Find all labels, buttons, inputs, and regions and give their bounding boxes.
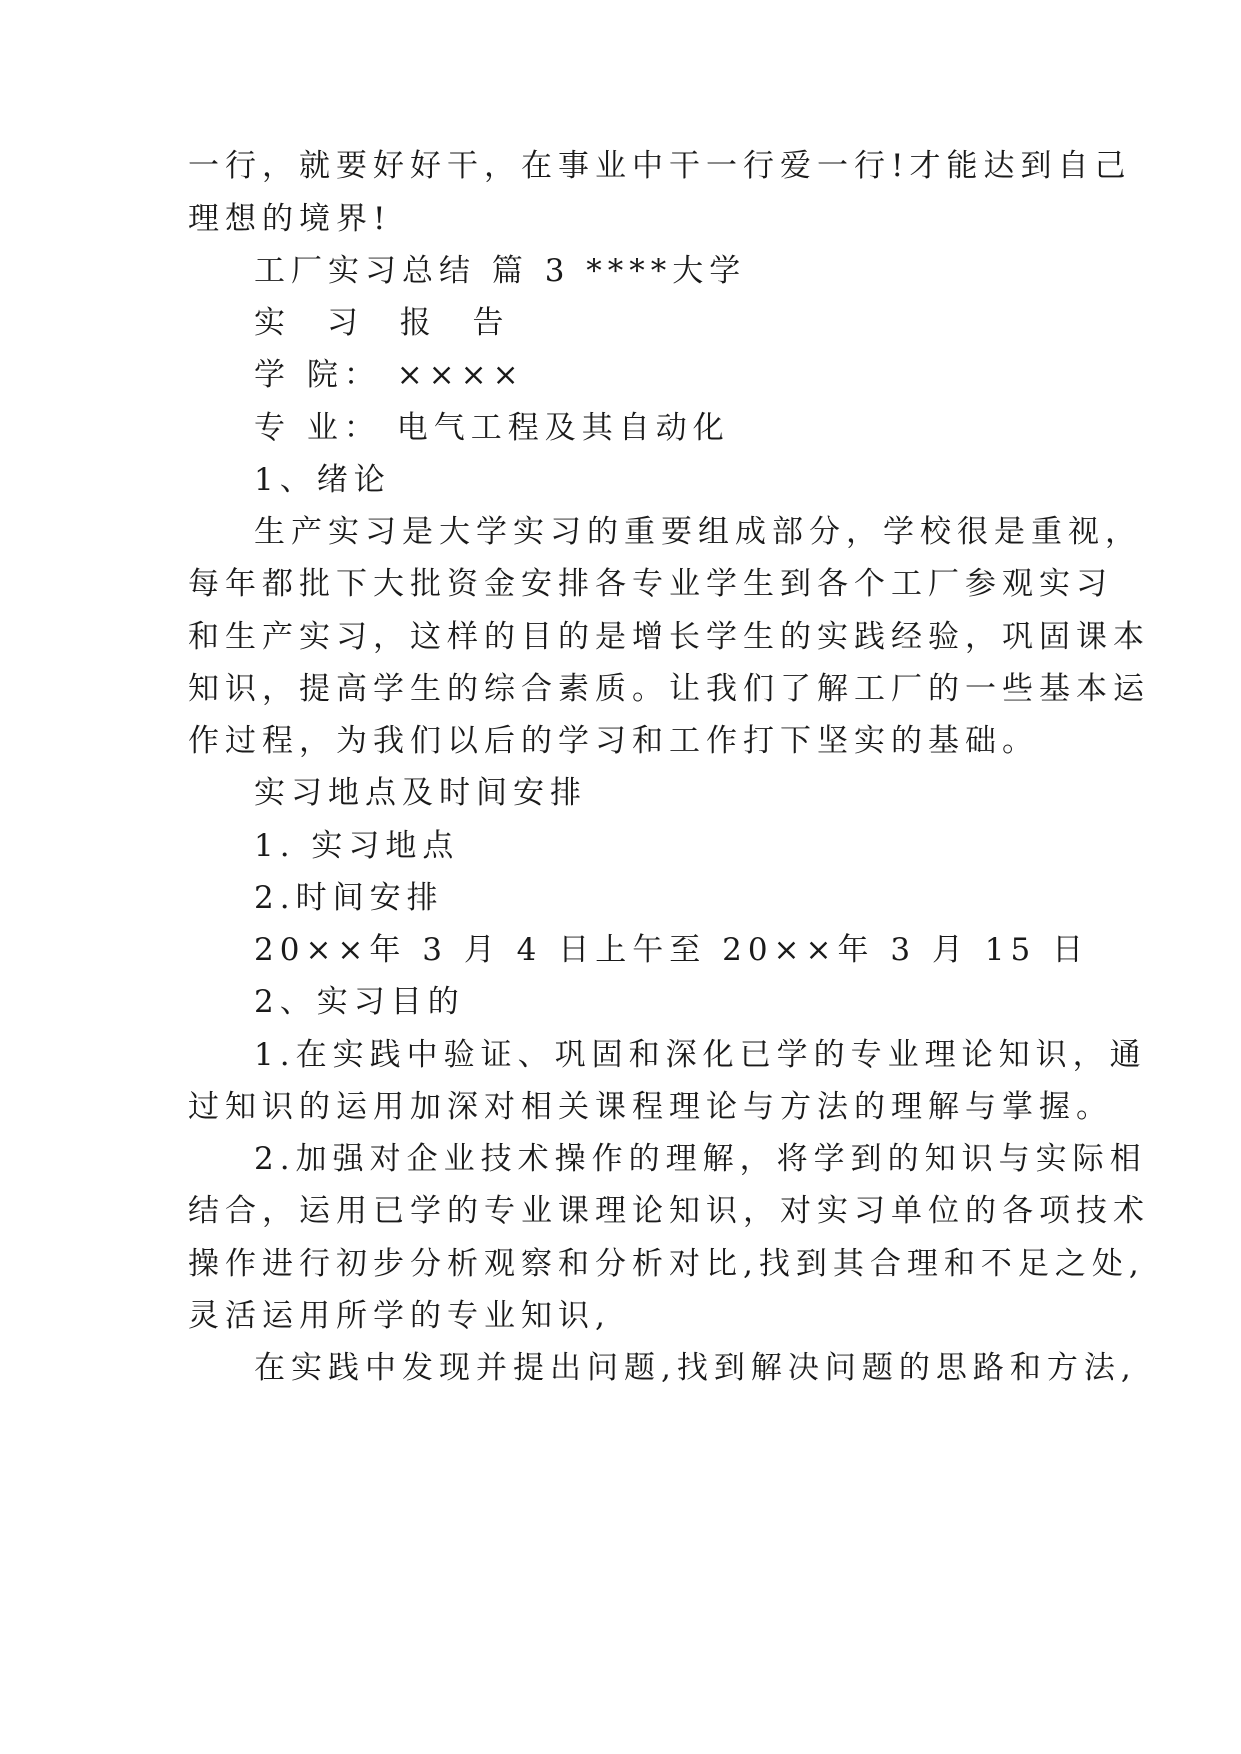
text-line: 1.在实践中验证、巩固和深化已学的专业理论知识，通 [254,1037,1147,1073]
college-field: 学 院： ×××× [254,357,525,393]
text-line: 知识，提高学生的综合素质。让我们了解工厂的一些基本运 [188,671,1150,707]
heading-location: 1. 实习地点 [254,828,460,864]
text-line: 一行，就要好好干，在事业中干一行爱一行!才能达到自己 [188,148,1132,184]
text-line: 灵活运用所学的专业知识, [188,1298,611,1334]
text-line: 2.加强对企业技术操作的理解，将学到的知识与实际相 [254,1141,1147,1177]
report-title: 实 习 报 告 [254,305,520,341]
heading-purpose: 2、实习目的 [254,984,465,1020]
text-line: 过知识的运用加深对相关课程理论与方法的理解与掌握。 [188,1089,1113,1125]
section-heading: 工厂实习总结 篇 3 ****大学 [254,253,747,289]
text-line: 作过程，为我们以后的学习和工作打下坚实的基础。 [188,723,1039,759]
text-line: 结合，运用已学的专业课理论知识，对实习单位的各项技术 [188,1193,1150,1229]
text-line: 生产实习是大学实习的重要组成部分，学校很是重视， [254,514,1142,550]
text-line: 理想的境界! [188,201,392,237]
major-field: 专 业： 电气工程及其自动化 [254,410,730,446]
text-line: 在实践中发现并提出问题,找到解决问题的思路和方法, [254,1350,1137,1386]
text-line: 每年都批下大批资金安排各专业学生到各个工厂参观实习 [188,566,1113,602]
heading-location-time: 实习地点及时间安排 [254,775,587,811]
text-line: 操作进行初步分析观察和分析对比,找到其合理和不足之处, [188,1246,1145,1282]
heading-schedule: 2.时间安排 [254,880,444,916]
date-range: 20××年 3 月 4 日上午至 20××年 3 月 15 日 [254,932,1090,968]
heading-introduction: 1、绪论 [254,462,391,498]
text-line: 和生产实习，这样的目的是增长学生的实践经验，巩固课本 [188,619,1150,655]
